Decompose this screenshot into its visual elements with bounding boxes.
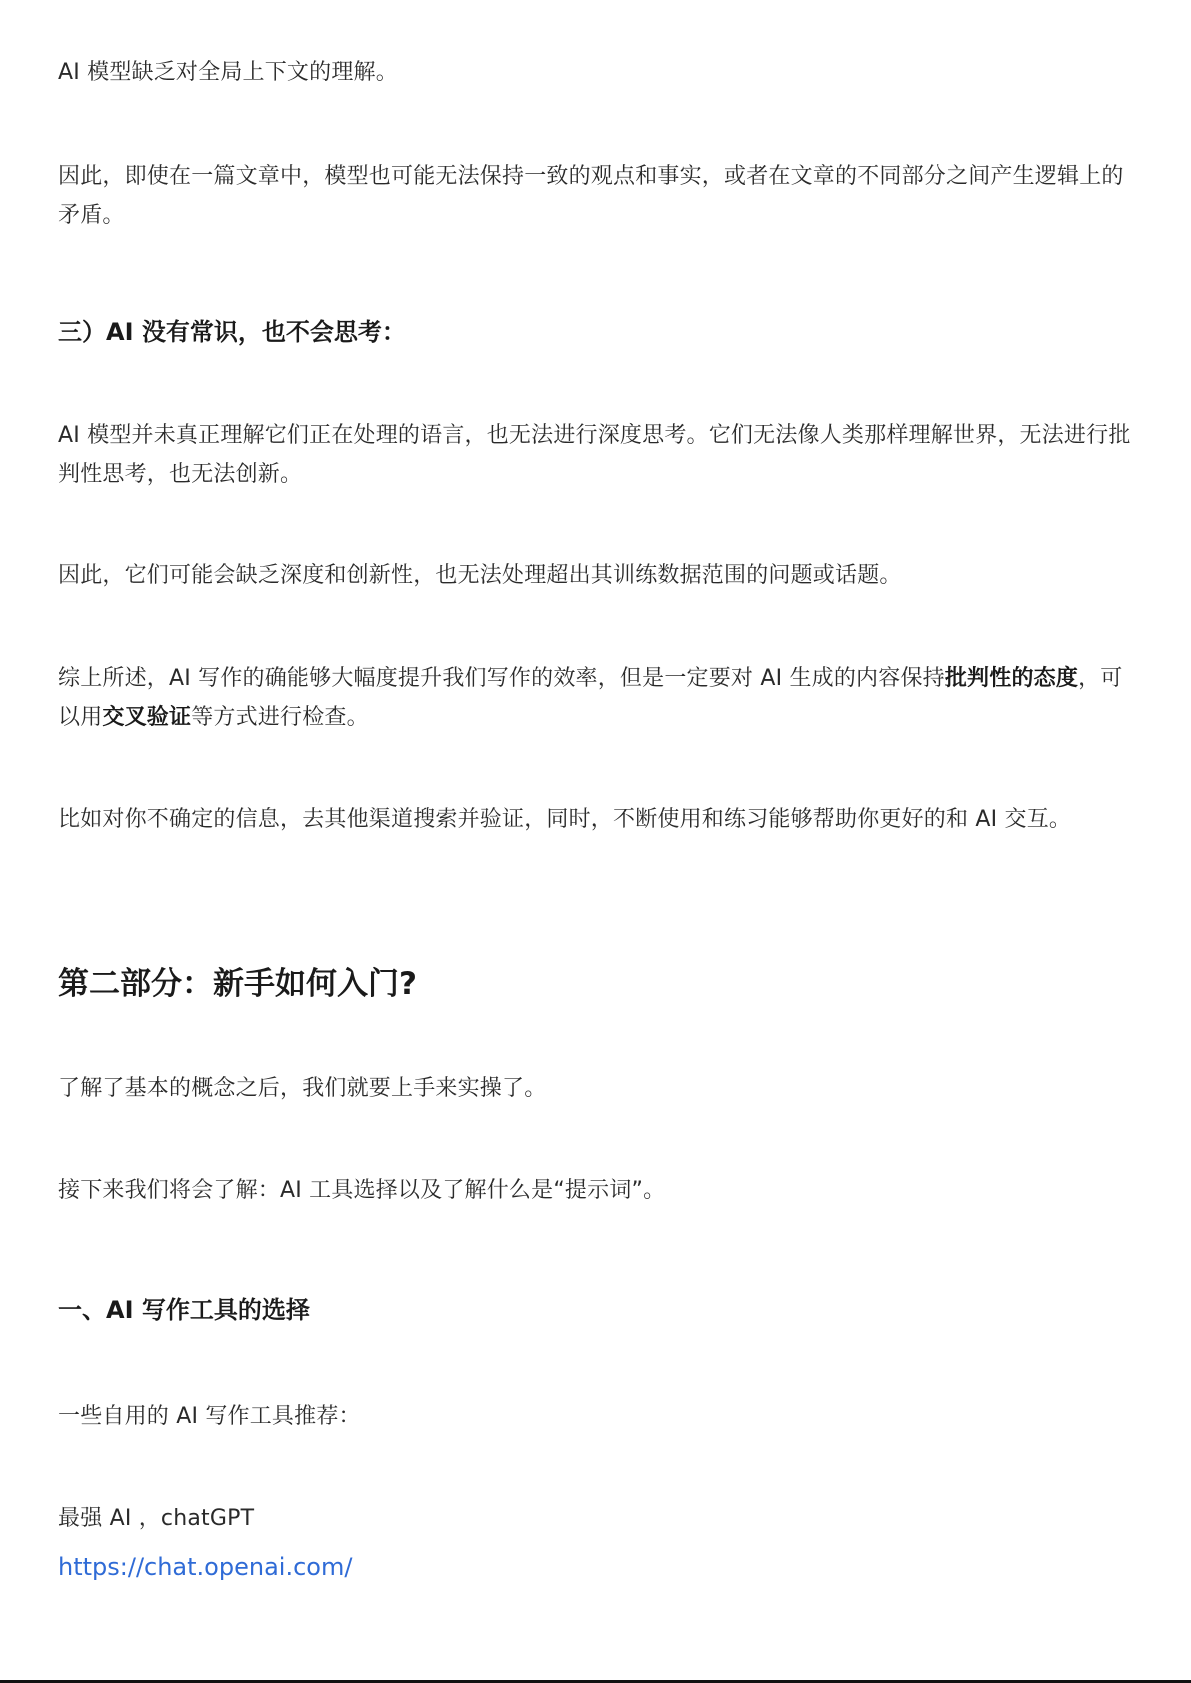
summary-bold-cross-verify: 交叉验证 [102,705,192,730]
chatgpt-link[interactable]: https://chat.openai.com/ [58,1553,353,1581]
paragraph-context: AI 模型缺乏对全局上下文的理解。 [58,60,398,85]
paragraph-tools-intro: 一些自用的 AI 写作工具推荐： [58,1404,361,1429]
paragraph-chatgpt: 最强 AI ，chatGPT [58,1506,255,1531]
paragraph-lack-depth: 因此，它们可能会缺乏深度和创新性，也无法处理超出其训练数据范围的问题或话题。 [58,563,902,588]
paragraph-verify-info: 比如对你不确定的信息，去其他渠道搜索并验证，同时，不断使用和练习能够帮助你更好的和 AI 交互。 [58,807,1072,832]
section-heading-part2: 第二部分：新手如何入门? [58,966,417,1002]
summary-bold-critical: 批判性的态度 [944,666,1079,691]
section-heading-common-sense: 三）AI 没有常识，也不会思考： [58,318,406,346]
summary-text-e: 等方式进行检查。 [191,705,369,730]
paragraph-summary [58,659,1133,737]
summary-text-a: 综上所述，AI 写作的确能够大幅度提升我们写作的效率，但是一定要对 AI 生成的内容保持 [58,666,945,691]
paragraph-no-thinking: AI 模型并未真正理解它们正在处理的语言，也无法进行深度思考。它们无法像人类那样理解世界，无法进行批判性思考，也无法创新。 [58,423,1131,487]
section-heading-tools: 一、AI 写作工具的选择 [58,1296,310,1324]
summary-text-c: ，可以用 [58,666,1123,730]
paragraph-next-topics: 接下来我们将会了解：AI 工具选择以及了解什么是“提示词”。 [58,1178,666,1203]
paragraph-consistency: 因此，即使在一篇文章中，模型也可能无法保持一致的观点和事实，或者在文章的不同部分之间产生逻辑上的矛盾。 [58,164,1124,228]
paragraph-hands-on: 了解了基本的概念之后，我们就要上手来实操了。 [58,1076,547,1101]
